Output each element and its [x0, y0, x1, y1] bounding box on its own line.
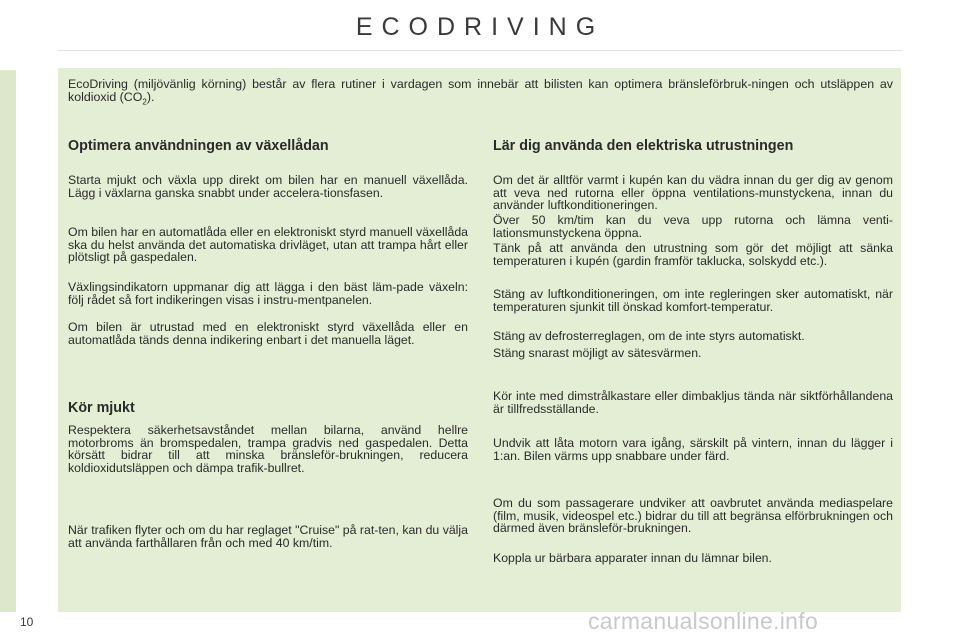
left-paragraph-5: [68, 424, 468, 474]
paragraph-text: Över 50 km/tim kan du veva upp rutorna och lämna venti-lationsmunstyckena öppna.: [493, 213, 893, 240]
right-paragraph-8: [493, 437, 893, 462]
intro-text: EcoDriving (miljövänlig körning) består av flera rutiner i vardagen som innebär att bilisten kan optimera bränsleförbruk-ningen och utsläppen av koldioxid (CO: [68, 77, 893, 104]
side-strip: [0, 70, 16, 612]
right-paragraph-3: [493, 242, 893, 267]
paragraph-text: Stäng av defrosterreglagen, om de inte styrs automatiskt.: [493, 329, 805, 343]
paragraph-text: Växlingsindikatorn uppmanar dig att lägga i den bäst läm-pade växeln: följ rådet så fort indikeringen visas i instru-mentpanelen.: [68, 280, 468, 307]
title-divider: [58, 50, 902, 51]
watermark: carmanualsonline.info: [588, 608, 819, 634]
heading-electrical-equipment: Lär dig använda den elektriska utrustningen: [493, 138, 794, 154]
left-paragraph-6: [68, 524, 468, 549]
paragraph-text: Om det är alltför varmt i kupén kan du vädra innan du ger dig av genom att veva ned rutorna eller öppna ventilations-munstyckena, innan du använder luftkonditioneringen.: [493, 173, 893, 212]
paragraph-text: Stäng av luftkonditioneringen, om inte regleringen sker automatiskt, när temperaturen sjunkit till önskad komfort-temperatur.: [493, 287, 893, 314]
paragraph-text: Koppla ur bärbara apparater innan du lämnar bilen.: [493, 551, 772, 565]
paragraph-text: Om du som passagerare undviker att oavbrutet använda mediaspelare (film, musik, videospel etc.) bidrar du till att begränsa elförbrukningen och därmed även bränsleför-brukningen.: [493, 496, 893, 535]
intro-text-end: ).: [146, 90, 155, 104]
paragraph-text: Undvik att låta motorn vara igång, särskilt på vintern, innan du lägger i 1:an. Bilen värms upp snabbare under färd.: [493, 436, 893, 463]
left-paragraph-4: [68, 321, 468, 346]
right-paragraph-10: [493, 552, 893, 565]
heading-drive-smoothly: Kör mjukt: [68, 400, 135, 416]
left-paragraph-1: [68, 174, 468, 199]
paragraph-text: Om bilen är utrustad med en elektroniskt styrd växellåda eller en automatlåda tänds denna indikering enbart i det manuella läget.: [68, 320, 468, 347]
paragraph-text: Kör inte med dimstrålkastare eller dimbakljus tända när siktförhållandena är tillfredsställande.: [493, 389, 893, 416]
paragraph-text: Om bilen har en automatlåda eller en elektroniskt styrd manuell växellåda ska du helst använda det automatiska drivläget, utan att trampa hårt eller plötsligt på gaspedalen.: [68, 225, 468, 264]
paragraph-text: Respektera säkerhetsavståndet mellan bilarna, använd hellre motorbroms än bromspedalen, trampa gradvis ned gaspedalen. Detta körsätt bidrar till att minska bränsleför-brukningen, reducera koldioxidutsläppen och dämpa trafik-bullret.: [68, 423, 468, 475]
paragraph-text: Starta mjukt och växla upp direkt om bilen har en manuell växellåda. Lägg i växlarna ganska snabbt under accelera-tionsfasen.: [68, 173, 468, 200]
paragraph-text: Tänk på att använda den utrustning som gör det möjligt att sänka temperaturen i kupén (gardin framför taklucka, solskydd etc.).: [493, 241, 893, 268]
right-paragraph-4: [493, 288, 893, 313]
right-paragraph-9: [493, 497, 893, 535]
left-paragraph-3: [68, 281, 468, 306]
paragraph-text: Stäng snarast möjligt av sätesvärmen.: [493, 346, 702, 360]
right-paragraph-5: [493, 330, 893, 343]
heading-gearbox: Optimera användningen av växellådan: [68, 138, 329, 154]
intro-subscript: 2: [142, 97, 147, 107]
right-paragraph-7: [493, 390, 893, 415]
right-paragraph-2: [493, 214, 893, 239]
right-paragraph-6: [493, 347, 893, 360]
page-number: 10: [20, 615, 34, 629]
intro-paragraph: [68, 78, 893, 108]
paragraph-text: När trafiken flyter och om du har reglaget "Cruise" på rat-ten, kan du välja att använda farthållaren från och med 40 km/tim.: [68, 523, 468, 550]
right-paragraph-1: [493, 174, 893, 212]
left-paragraph-2: [68, 226, 468, 264]
page-title: ECODRIVING: [355, 13, 605, 41]
